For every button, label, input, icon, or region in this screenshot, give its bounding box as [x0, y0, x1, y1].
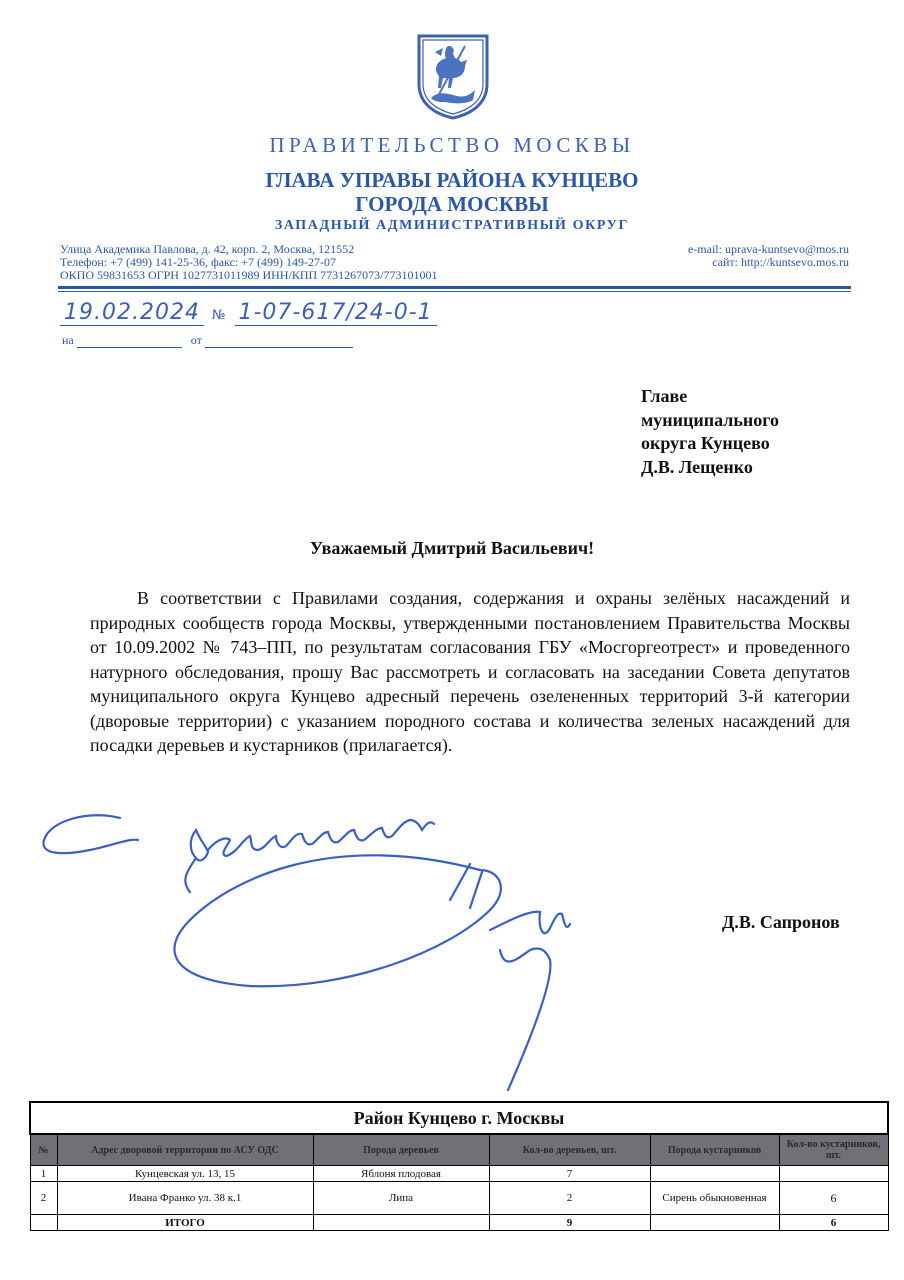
addressee-line: Главе — [641, 386, 688, 406]
table-cell: 2 — [489, 1182, 650, 1215]
registration-number: 1-07-617/24-0-1 — [235, 300, 437, 326]
office-address: Улица Академика Павлова, д. 42, корп. 2, Москва, 121552 — [60, 242, 355, 256]
addressee-block — [641, 385, 779, 479]
table-row — [30, 1166, 888, 1182]
letterhead-contacts-right — [688, 243, 849, 269]
office-title-line2: ГОРОДА МОСКВЫ — [355, 192, 549, 216]
table-cell: Ивана Франко ул. 38 к.1 — [57, 1182, 313, 1215]
letterhead-divider — [58, 286, 851, 289]
table-cell — [650, 1166, 779, 1182]
table-cell: Липа — [313, 1182, 489, 1215]
column-header: Порода деревьев — [313, 1134, 489, 1166]
column-header: Кол-во деревьев, шт. — [489, 1134, 650, 1166]
attachment-table — [29, 1101, 889, 1231]
table-cell — [30, 1215, 57, 1231]
table-row — [30, 1182, 888, 1215]
table-cell — [313, 1215, 489, 1231]
office-email: e-mail: uprava-kuntsevo@mos.ru — [687, 242, 849, 256]
office-codes: ОКПО 59831653 ОГРН 1027731011989 ИНН/КПП 7731267073/773101001 — [60, 268, 438, 282]
table-total-row — [30, 1215, 888, 1231]
column-header: Кол-во кустарников, шт. — [779, 1134, 888, 1166]
column-header: № — [30, 1134, 57, 1166]
total-trees: 9 — [489, 1215, 650, 1231]
signer-name: Д.В. Сапронов — [722, 912, 840, 932]
letterhead-divider-thin — [58, 291, 851, 292]
table-caption: Район Кунцево г. Москвы — [30, 1102, 888, 1134]
column-header: Адрес дворовой территории по АСУ ОДС — [57, 1134, 313, 1166]
table-cell: Сирень обыкновенная — [650, 1182, 779, 1215]
table-cell: Яблоня плодовая — [313, 1166, 489, 1182]
registration-date: 19.02.2024 — [60, 300, 204, 326]
handwritten-signature — [30, 800, 630, 1100]
ot-blank — [205, 347, 353, 348]
total-shrubs: 6 — [779, 1215, 888, 1231]
office-site: сайт: http://kuntsevo.mos.ru — [712, 255, 849, 269]
table-cell: 1 — [30, 1166, 57, 1182]
number-sign: № — [211, 308, 227, 323]
na-blank — [77, 347, 182, 348]
office-phone: Телефон: +7 (499) 141-25-36, факс: +7 (499) 149-27-07 — [60, 255, 336, 269]
district-title: ЗАПАДНЫЙ АДМИНИСТРАТИВНЫЙ ОКРУГ — [274, 218, 630, 233]
moscow-coat-of-arms-icon — [415, 32, 491, 120]
letter-body: В соответствии с Правилами создания, содержания и охраны зелёных насаждений и природных сообществ города Москвы, утвержденными постановлением Правительства Москвы от 10.09.2002 № 743–ПП, по результатам согласования ГБУ «Мосгоргеотрест» и проведенного натурного обследования, прошу Вас рассмотреть и согласовать на заседании Совета депутатов муниципального округа Кунцево адресный перечень озелененных территорий 3-й категории (дворовые территории) с указанием породного состава и количества зеленых насаждений для посадки деревьев и кустарников (прилагается). — [90, 588, 850, 755]
addressee-line: округа Кунцево — [641, 433, 770, 453]
total-label: ИТОГО — [57, 1215, 313, 1231]
government-title: ПРАВИТЕЛЬСТВО МОСКВЫ — [269, 133, 635, 157]
office-title-line1: ГЛАВА УПРАВЫ РАЙОНА КУНЦЕВО — [265, 168, 639, 192]
table-header-row — [30, 1134, 888, 1166]
ot-label: от — [190, 333, 202, 347]
addressee-line: муниципального — [641, 409, 779, 430]
na-label: на — [62, 333, 74, 347]
greenery-table — [29, 1101, 889, 1231]
registration-line — [60, 300, 437, 325]
table-cell: 7 — [489, 1166, 650, 1182]
salutation: Уважаемый Дмитрий Васильевич! — [309, 538, 595, 558]
table-cell — [650, 1215, 779, 1231]
table-cell: Кунцевская ул. 13, 15 — [57, 1166, 313, 1182]
table-cell — [779, 1166, 888, 1182]
reference-line — [62, 333, 353, 348]
table-cell: 6 — [779, 1182, 888, 1215]
column-header: Порода кустарников — [650, 1134, 779, 1166]
table-cell: 2 — [30, 1182, 57, 1215]
letterhead-contacts-left — [60, 243, 438, 282]
addressee-line: Д.В. Лещенко — [641, 456, 753, 477]
